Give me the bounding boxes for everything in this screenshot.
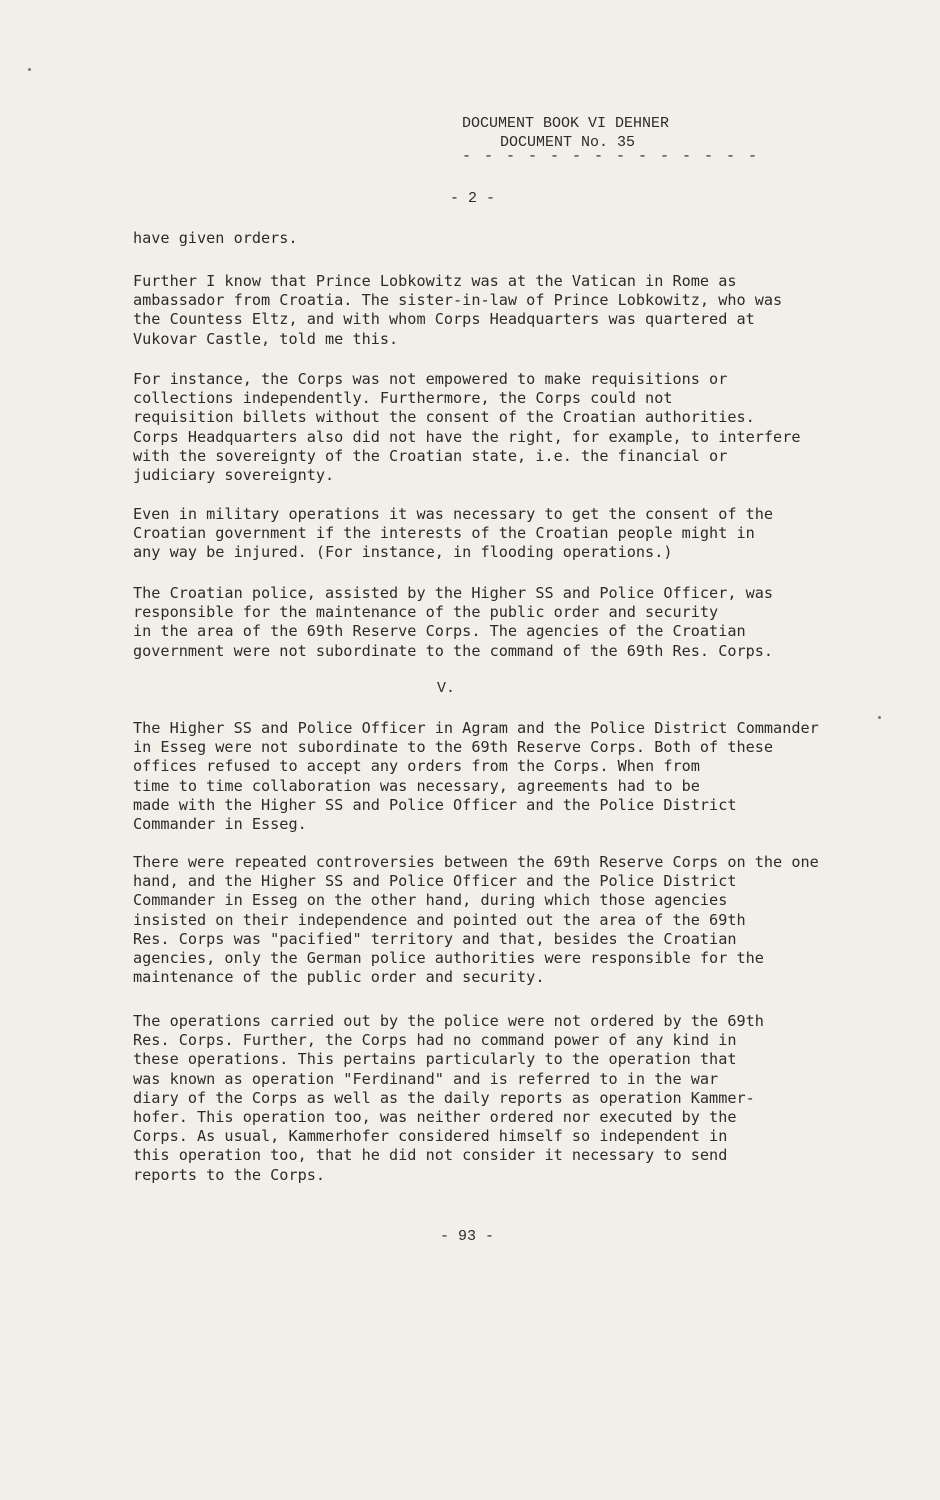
paragraph-1: have given orders. [133, 229, 298, 247]
paragraph-8: The operations carried out by the police were not ordered by the 69th Res. Corps. Further, the Corps had no command power of any kind in these operations. This pertains particularly to the operation that was known as operation "Ferdinand" and is referred to in the war diary of the Corps as well as the daily reports as operation Kammer- hofer. This operation too, was neither ordered nor executed by the Corps. As usual, Kammerhofer considered himself so independent in this operation too, that he did not consider it necessary to send reports to the Corps. [133, 1012, 764, 1184]
document-book-line: DOCUMENT BOOK VI DEHNER [462, 115, 670, 132]
header-rule: - - - - - - - - - - - - - - [462, 148, 760, 165]
paragraph-5: The Croatian police, assisted by the Higher SS and Police Officer, was responsible for the maintenance of the public order and security in the area of the 69th Reserve Corps. The agencies of the Croatian government were not subordinate to the command of the 69th Res. Corps. [133, 584, 774, 660]
page-number: - 2 - [450, 190, 496, 207]
paper-speck [878, 716, 881, 719]
paragraph-3: For instance, the Corps was not empowered to make requisitions or collections independently. Furthermore, the Corps could not requisition billets without the consent of the Croatian authorities. Corps Headquarters also did not have the right, for example, to interfere with the sovereignty of the Croatian state, i.e. the financial or judiciary sovereignty. [133, 370, 801, 485]
paragraph-6: The Higher SS and Police Officer in Agram and the Police District Commander in Esseg were not subordinate to the 69th Reserve Corps. Both of these offices refused to accept any orders from the Corps. When from time to time collaboration was necessary, agreements had to be made with the Higher SS and Police Officer and the Police District Commander in Esseg. [133, 719, 819, 834]
paragraph-7: There were repeated controversies between the 69th Reserve Corps on the one hand, and the Higher SS and Police Officer and the Police District Commander in Esseg on the other hand, during which those agencies insisted on their independence and pointed out the area of the 69th Res. Corps was "pacified" territory and that, besides the Croatian agencies, only the German police authorities were responsible for the maintenance of the public order and security. [133, 853, 819, 987]
footer-page-number: - 93 - [440, 1228, 495, 1245]
paragraph-4: Even in military operations it was necessary to get the consent of the Croatian government if the interests of the Croatian people might in any way be injured. (For instance, in flooding operations.) [133, 505, 774, 562]
paper-speck [28, 68, 31, 71]
document-header [462, 114, 669, 152]
document-number-line: DOCUMENT No. 35 [500, 134, 636, 151]
paragraph-2: Further I know that Prince Lobkowitz was at the Vatican in Rome as ambassador from Croatia. The sister-in-law of Prince Lobkowitz, who was the Countess Eltz, and with whom Corps Headquarters was quartered at Vukovar Castle, told me this. [133, 272, 783, 348]
section-heading: V. [437, 680, 456, 697]
